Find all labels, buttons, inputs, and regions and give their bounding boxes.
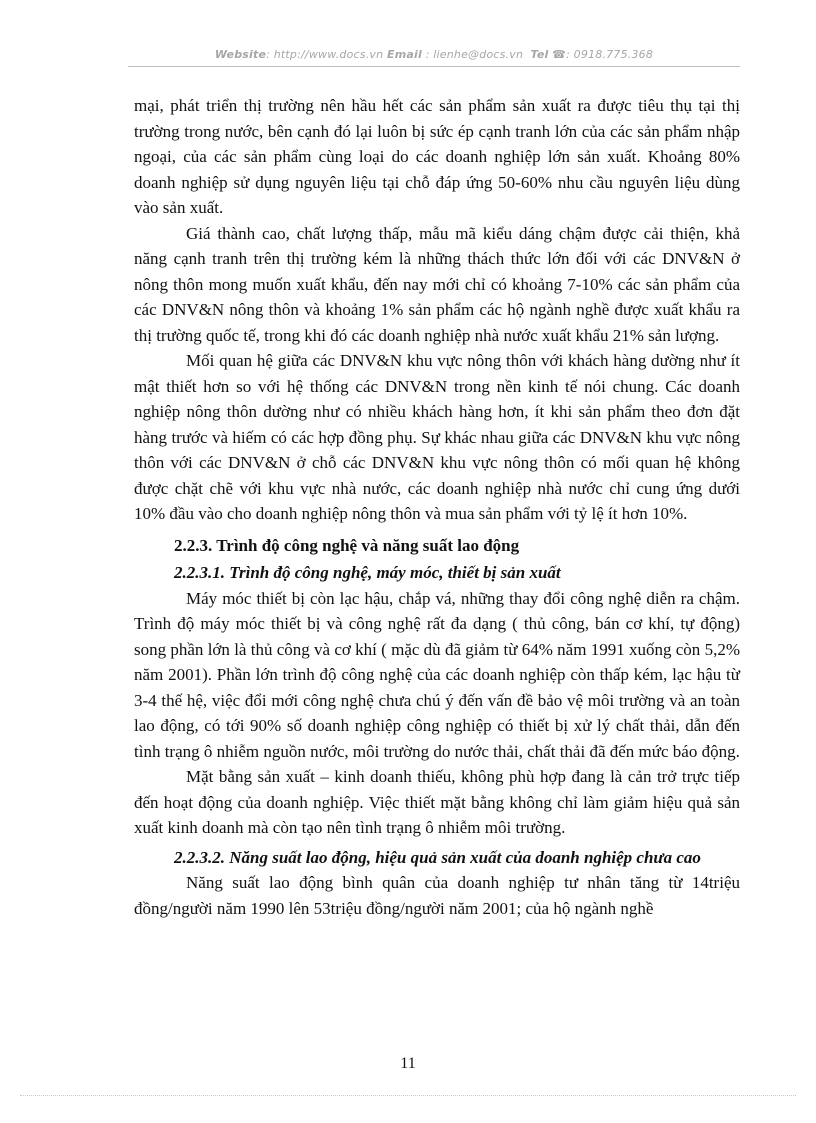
paragraph-premises: Mặt bằng sản xuất – kinh doanh thiếu, không phù hợp đang là cản trở trực tiếp đến hoạt động của doanh nghiệp. Việc thiết mặt bằng không chỉ làm giảm hiệu quả sản xuất kinh doanh mà còn tạo nên tình trạng ô nhiễm môi trường.	[134, 767, 740, 837]
website-separator: :	[266, 48, 274, 61]
phone-icon: ☎	[552, 48, 567, 61]
email-address[interactable]: lienhe@docs.vn	[433, 48, 524, 61]
email-label: Email	[387, 48, 422, 61]
subsection-heading-productivity: 2.2.3.2. Năng suất lao động, hiệu quả sản xuất của doanh nghiệp chưa cao	[174, 847, 701, 867]
page-header	[128, 48, 740, 61]
tel-number: : 0918.775.368	[566, 48, 654, 61]
header-divider	[128, 66, 740, 67]
page-number: 11	[400, 1055, 416, 1072]
website-label: Website	[214, 48, 267, 61]
paragraph-productivity: Năng suất lao động bình quân của doanh nghiệp tư nhân tăng từ 14triệu đồng/người năm 1990 lên 53triệu đồng/người năm 2001; của hộ ngành nghề	[134, 873, 740, 918]
paragraph-competitiveness: Giá thành cao, chất lượng thấp, mẫu mã kiểu dáng chậm được cải thiện, khả năng cạnh tranh trên thị trường kém là những thách thức lớn đối với các DNV&N ở nông thôn mong muốn xuất khẩu, đến nay mới chỉ có khoảng 7-10% các sản phẩm của các DNV&N nông thôn và khoảng 1% sản phẩm các hộ ngành nghề được xuất khẩu ra thị trường quốc tế, trong khi đó các doanh nghiệp nhà nước xuất khẩu 21% sản lượng.	[134, 223, 740, 345]
footer-divider	[20, 1095, 796, 1096]
website-url[interactable]: http://www.docs.vn	[273, 48, 384, 61]
paragraph-continuation: mại, phát triển thị trường nên hầu hết các sản phẩm sản xuất ra được tiêu thụ tại thị trường trong nước, bên cạnh đó lại luôn bị sức ép cạnh tranh lớn của các sản phẩm nhập ngoại, của các sản phẩm cùng loại do các doanh nghiệp lớn sản xuất. Khoảng 80% doanh nghiệp sử dụng nguyên liệu tại chỗ đáp ứng 50-60% nhu cầu nguyên liệu dùng vào sản xuất.	[134, 96, 740, 217]
section-heading: 2.2.3. Trình độ công nghệ và năng suất lao động	[174, 535, 520, 555]
subsection-heading-technology: 2.2.3.1. Trình độ công nghệ, máy móc, thiết bị sản xuất	[174, 563, 561, 582]
body-text	[134, 93, 740, 921]
tel-label: Tel	[530, 48, 549, 61]
paragraph-customer-relations: Mối quan hệ giữa các DNV&N khu vực nông thôn với khách hàng dường như ít mật thiết hơn so với hệ thống các DNV&N trong nền kinh tế nói chung. Các doanh nghiệp nông thôn dường như có nhiều khách hàng hơn, ít khi sản phẩm theo đơn đặt hàng trước và hiếm có các hợp đồng phụ. Sự khác nhau giữa các DNV&N khu vực nông thôn với các DNV&N ở chỗ các DNV&N khu vực nông thôn có mối quan hệ không được chặt chẽ với khu vực nhà nước, các doanh nghiệp nhà nước chỉ cung ứng dưới 10% đầu vào cho doanh nghiệp nông thôn và mua sản phẩm với tỷ lệ ít hơn 10%.	[134, 351, 740, 523]
paragraph-machinery: Máy móc thiết bị còn lạc hậu, chắp vá, những thay đổi công nghệ diễn ra chậm. Trình độ máy móc thiết bị và công nghệ rất đa dạng ( thủ công, bán cơ khí, tự động) song phần lớn là thủ công và cơ khí ( mặc dù đã giảm từ 64% năm 1991 xuống còn 5,2% năm 2001). Phần lớn trình độ công nghệ của các doanh nghiệp còn thấp kém, lạc hậu từ 3-4 thế hệ, việc đổi mới công nghệ chưa chú ý đến vấn đề bảo vệ môi trường và an toàn lao động, có tới 90% số doanh nghiệp công nghiệp có thiết bị xử lý chất thải, dẫn đến tình trạng ô nhiễm nguồn nước, môi trường do nước thải, chất thải đã đến mức báo động.	[134, 588, 740, 761]
email-separator: :	[421, 48, 434, 61]
